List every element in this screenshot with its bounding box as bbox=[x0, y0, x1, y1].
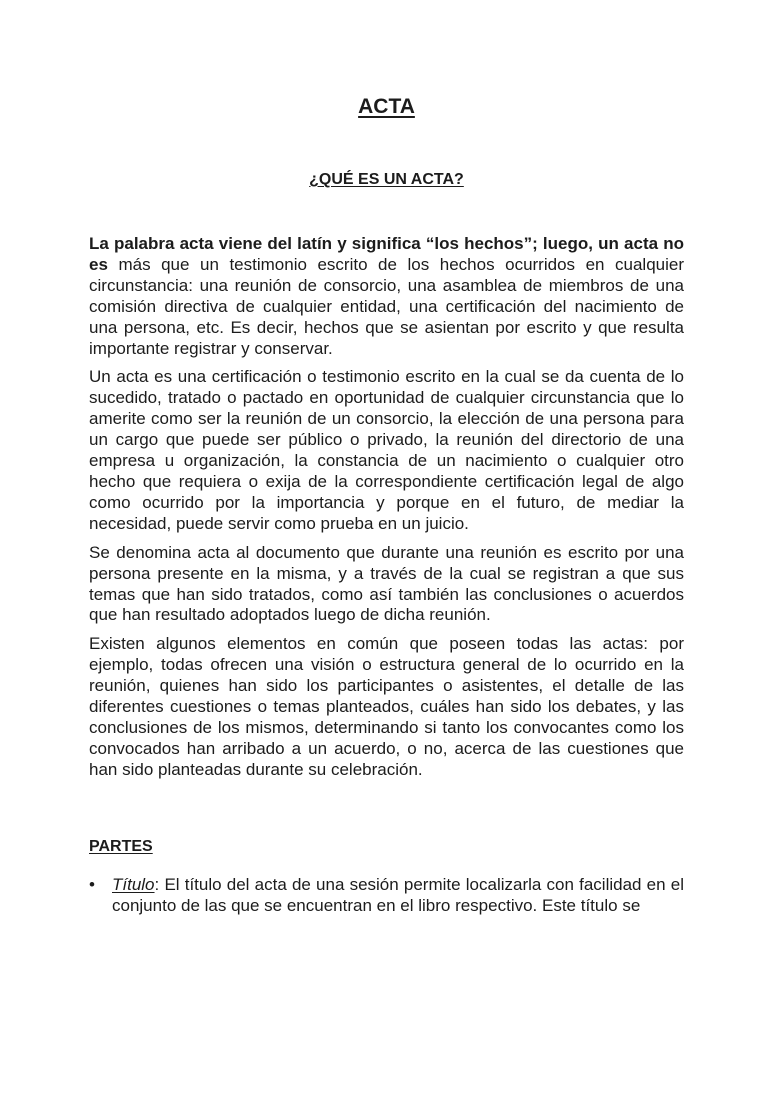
document-body bbox=[89, 234, 684, 781]
intro-bold-lead: La palabra acta viene del latín y significa “los hechos”; luego, un acta no es bbox=[89, 234, 684, 274]
list-item bbox=[89, 875, 684, 917]
partes-list bbox=[89, 875, 684, 917]
intro-paragraph bbox=[89, 234, 684, 359]
paragraph-3: Existen algunos elementos en común que poseen todas las actas: por ejemplo, todas ofrecen una visión o estructura general de lo ocurrido en la reunión, quienes han sido los participantes o asistentes, el detalle de las diferentes cuestiones o temas planteados, cuáles han sido los debates, y las conclusiones de los mismos, determinando si tanto los convocantes como los convocados han arribado a un acuerdo, o no, acerca de las cuestiones que han sido planteadas durante su celebración. bbox=[89, 634, 684, 779]
list-item-term: Título bbox=[112, 874, 155, 894]
list-item-text: El título del acta de una sesión permite localizarla con facilidad en el conjunto de las que se encuentran en el libro respectivo. Este título se bbox=[112, 874, 684, 915]
document-subtitle: ¿QUÉ ES UN ACTA? bbox=[309, 171, 464, 188]
bullet-icon: • bbox=[89, 874, 95, 894]
document-title: ACTA bbox=[358, 95, 415, 118]
list-item-separator: : bbox=[154, 874, 160, 894]
section-heading-partes: PARTES bbox=[89, 837, 153, 855]
document-page bbox=[0, 94, 768, 1118]
paragraph-1: Un acta es una certificación o testimonio escrito en la cual se da cuenta de lo sucedido, tratado o pactado en oportunidad de cualquier circunstancia que lo amerite como ser la reunión de un consorcio, la elección de una persona para un cargo que puede ser público o privado, la reunión del directorio de una empresa u organización, la constancia de un nacimiento o cualquier otro hecho que requiera o exija de la correspondiente certificación legal de algo como ocurrido por la importancia y porque en el futuro, de mediar la necesidad, puede servir como prueba en un juicio. bbox=[89, 367, 684, 533]
intro-rest: más que un testimonio escrito de los hechos ocurridos en cualquier circunstancia: una reunión de consorcio, una asamblea de miembros de una comisión directiva de cualquier entidad, una certificación del nacimiento de una persona, etc. Es decir, hechos que se asientan por escrito y que resulta importante registrar y conservar. bbox=[89, 254, 684, 358]
paragraph-2: Se denomina acta al documento que durante una reunión es escrito por una persona presente en la misma, y a través de la cual se registran a que sus temas que han sido tratados, como así también las conclusiones o acuerdos que han resultado adoptados luego de dicha reunión. bbox=[89, 542, 684, 625]
